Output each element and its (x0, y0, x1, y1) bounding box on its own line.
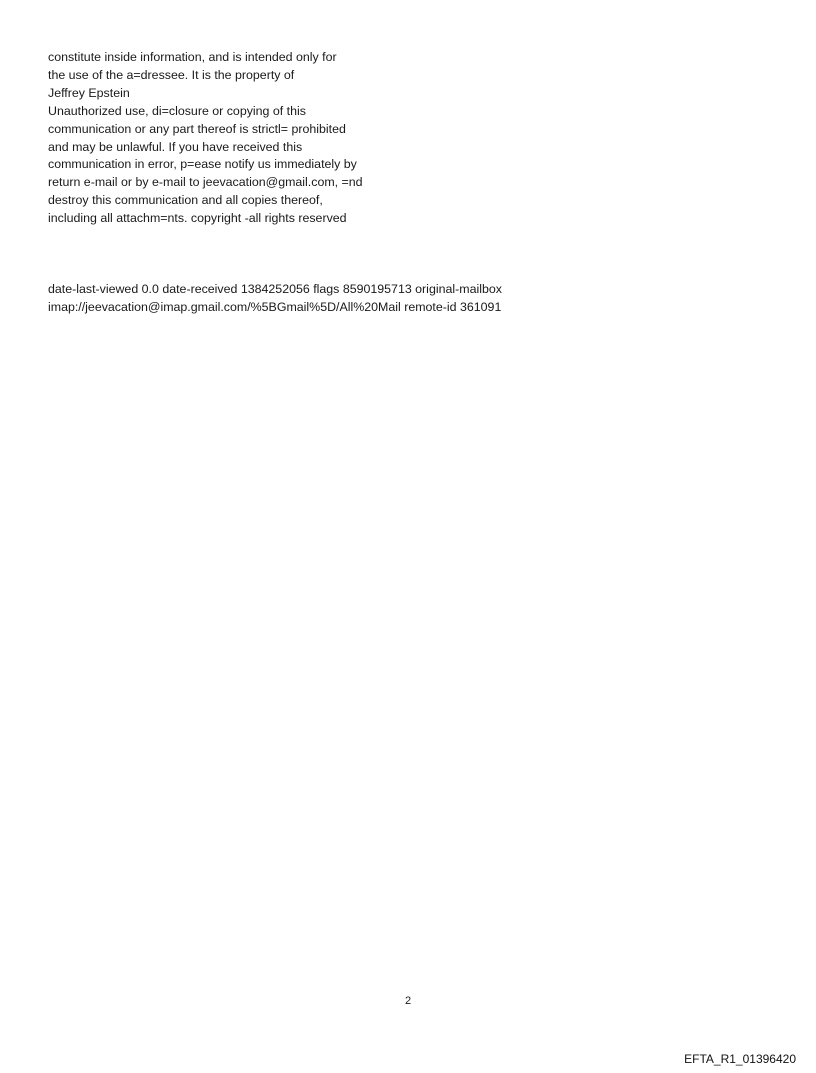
disclaimer-line: constitute inside information, and is intended only for (48, 50, 337, 64)
disclaimer-line: including all attachm=nts. copyright -all rights reserved (48, 211, 347, 226)
metadata-line: imap://jeevacation@imap.gmail.com/%5BGmail%5D/All%20Mail remote-id 361091 (48, 299, 502, 314)
disclaimer-line: the use of the a=dressee. It is the property of (48, 67, 295, 82)
disclaimer-line: communication in error, p=ease notify us immediately by (48, 157, 357, 172)
disclaimer-line: return e-mail or by e-mail to jeevacation@gmail.com, =nd (48, 175, 363, 190)
disclaimer-line: and may be unlawful. If you have received this (48, 139, 303, 154)
disclaimer-line: communication or any part thereof is strictl= prohibited (48, 121, 346, 136)
page-number: 2 (404, 995, 412, 1007)
metadata-line: date-last-viewed 0.0 date-received 1384252056 flags 8590195713 original-mailbox (48, 282, 502, 296)
disclaimer-line: destroy this communication and all copies thereof, (48, 193, 323, 208)
message-metadata (48, 281, 608, 317)
disclaimer-line: Jeffrey Epstein (48, 85, 130, 100)
disclaimer-line: Unauthorized use, di=closure or copying of this (48, 103, 306, 118)
document-id: EFTA_R1_01396420 (684, 1052, 796, 1066)
confidentiality-disclaimer (48, 49, 468, 228)
